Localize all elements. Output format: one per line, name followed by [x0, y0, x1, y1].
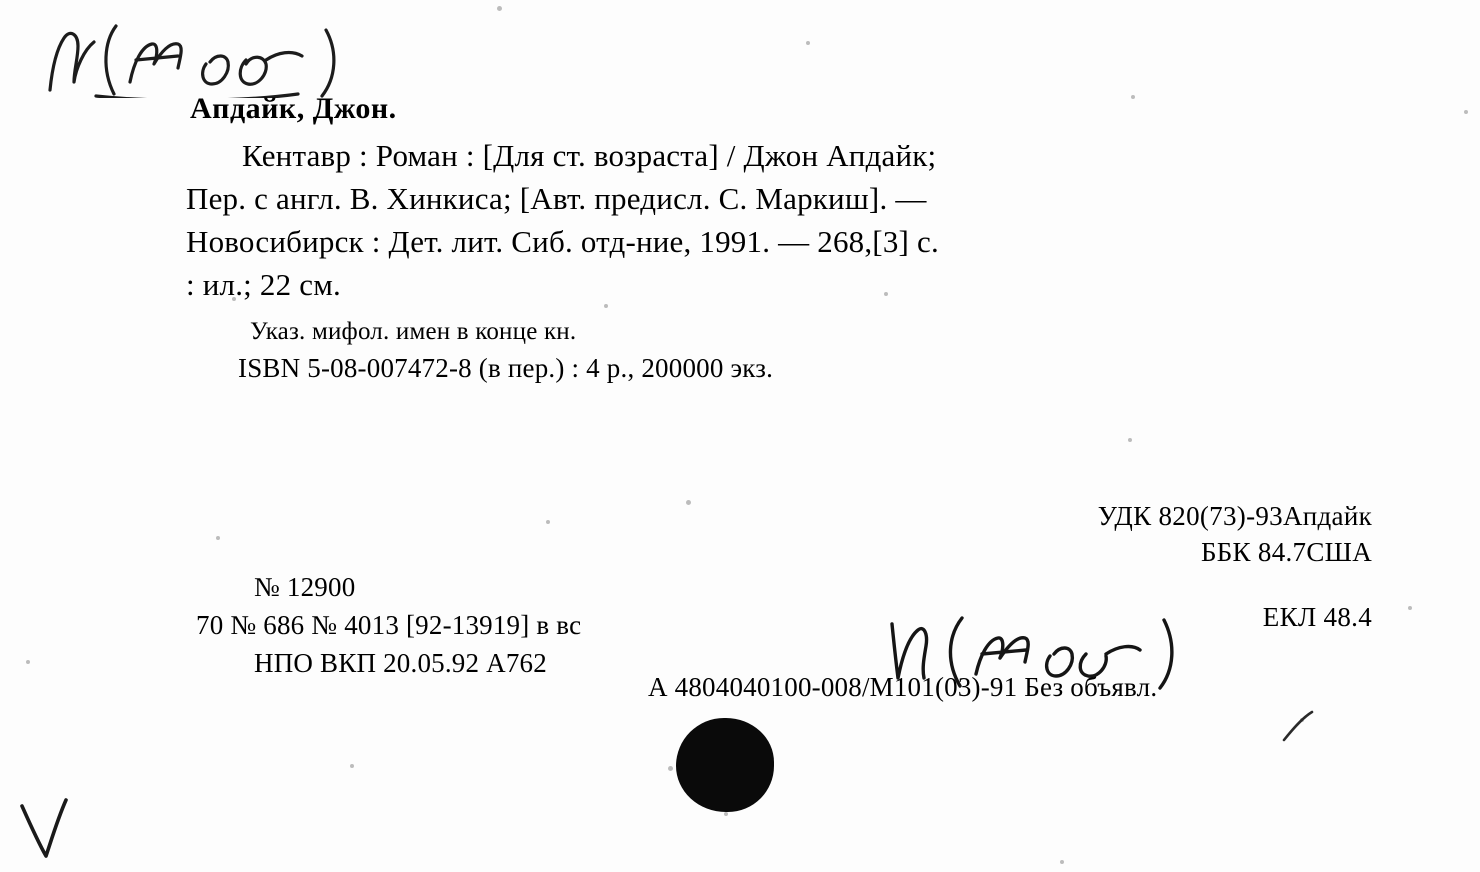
scan-speck [686, 500, 691, 505]
scan-speck [1464, 110, 1468, 114]
registration-stamp-block [196, 568, 581, 682]
description-block [186, 134, 1386, 306]
description-line-2: Пер. с англ. В. Хинкиса; [Авт. предисл. С. Маркиш]. — [186, 181, 927, 216]
scan-speck [216, 536, 220, 540]
scan-speck [724, 812, 728, 816]
scan-speck [806, 41, 810, 45]
handwritten-check-icon [16, 798, 86, 866]
notes-block [238, 314, 774, 386]
scan-speck [1128, 438, 1132, 442]
scan-speck [546, 520, 550, 524]
pen-tick-icon [1280, 706, 1320, 746]
scan-speck [1060, 860, 1064, 864]
stamp-organization: НПО ВКП 20.05.92 А762 [254, 648, 547, 678]
stamp-registry: 70 № 686 № 4013 [92-13919] в вс [196, 610, 582, 640]
scan-speck [26, 660, 30, 664]
classification-block [1098, 498, 1372, 570]
stamp-number: № 12900 [254, 572, 356, 602]
ekl-line: ЕКЛ 48.4 [1262, 602, 1372, 632]
ink-blot [676, 718, 774, 812]
note-line: Указ. мифол. имен в конце кн. [250, 318, 577, 345]
bottom-code-line: А 4804040100-008/М101(03)-91 Без объявл. [648, 672, 1158, 702]
udk-line: УДК 820(73)-93Апдайк [1097, 501, 1372, 531]
scan-speck [350, 764, 354, 768]
scan-speck [668, 766, 673, 771]
scan-speck [1131, 95, 1135, 99]
scan-speck [1408, 606, 1412, 610]
description-line-4: : ил.; 22 см. [186, 267, 342, 302]
author-heading: Апдайк, Джон. [190, 92, 397, 125]
isbn-line: ISBN 5-08-007472-8 (в пер.) : 4 р., 200000 экз. [238, 353, 774, 383]
scan-speck [497, 6, 502, 11]
description-line-1: Кентавр : Роман : [Для ст. возраста] / Джон Апдайк; [242, 138, 937, 173]
bbk-line: ББК 84.7США [1200, 537, 1372, 567]
scan-speck [1300, 718, 1304, 722]
handwritten-annotation-top-icon [30, 12, 340, 98]
description-line-3: Новосибирск : Дет. лит. Сиб. отд-ние, 1991. — 268,[3] с. [186, 224, 939, 259]
